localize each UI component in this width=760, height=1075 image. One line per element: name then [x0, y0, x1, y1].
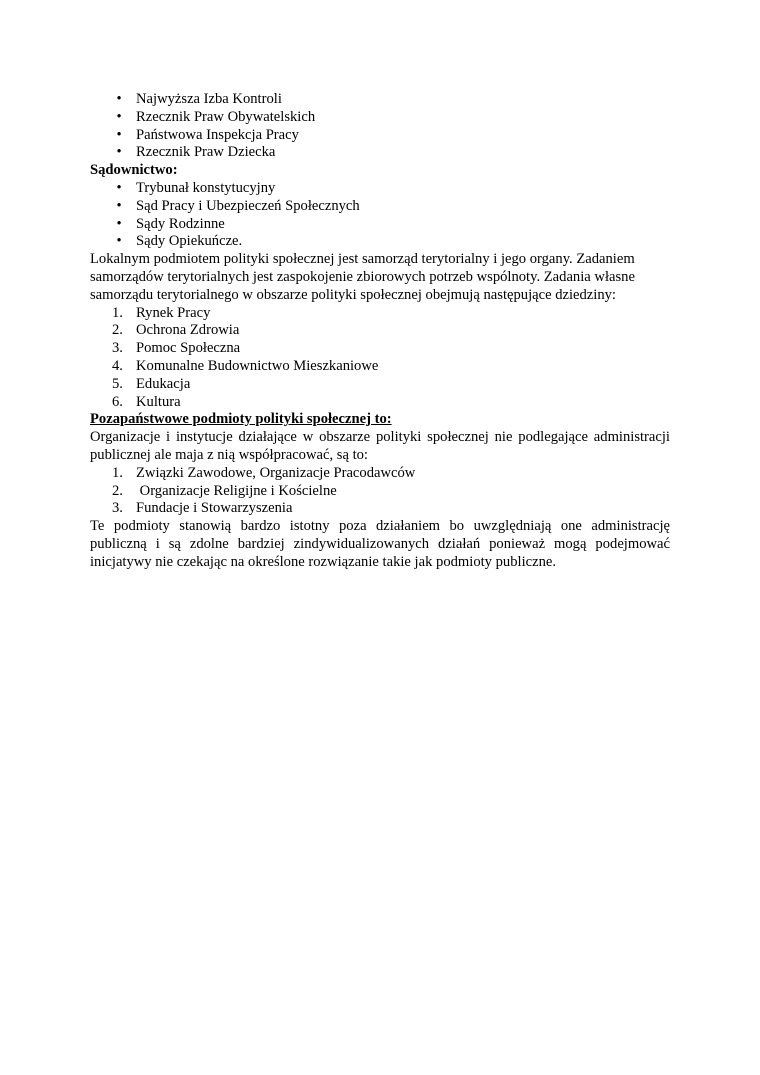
nonstate-paragraph: Organizacje i instytucje działające w obszarze polityki społecznej nie podlegające administracji publicznej ale maja z nią współpracować, są to:	[90, 429, 670, 463]
list-item: 3. Fundacje i Stowarzyszenia	[112, 500, 293, 517]
list-item: 1. Rynek Pracy	[112, 304, 211, 321]
list-number: 2.	[112, 482, 123, 499]
list-item: 4. Komunalne Budownictwo Mieszkaniowe	[112, 357, 379, 374]
list-item: 6. Kultura	[112, 393, 181, 410]
list-item: 2. Organizacje Religijne i Kościelne	[112, 482, 337, 499]
list-number: 6.	[112, 393, 123, 410]
bullet-icon: •	[116, 233, 122, 250]
local-tasks-list	[90, 305, 670, 412]
list-item: 5. Edukacja	[112, 375, 191, 392]
list-number: 4.	[112, 357, 123, 374]
list-item: 1. Związki Zawodowe, Organizacje Pracodawców	[112, 464, 416, 481]
bullet-icon: •	[116, 215, 122, 232]
bullet-icon: •	[116, 144, 122, 161]
local-government-paragraph: Lokalnym podmiotem polityki społecznej jest samorząd terytorialny i jego organy. Zadaniem samorządów terytorialnych jest zaspokojenie zbiorowych potrzeb wspólnoty. Zadania własne samorządu terytorialnego w obszarze polityki społecznej obejmują następujące dziedziny:	[90, 251, 635, 303]
list-item: • Rzecznik Praw Dziecka	[90, 144, 670, 162]
list-number: 3.	[112, 340, 123, 357]
list-item: 3. Pomoc Społeczna	[112, 340, 241, 357]
bullet-icon: •	[116, 179, 122, 196]
list-item: • Państwowa Inspekcja Pracy	[90, 127, 670, 145]
closing-paragraph: Te podmioty stanowią bardzo istotny poza działaniem bo uwzględniają one administrację publiczną i są zdolne bardziej zindywidualizowanych działań ponieważ mogą podejmować inicjatywy nie czekając na określone rozwiązanie takie jak podmioty publiczne.	[90, 518, 670, 570]
bullet-icon: •	[116, 91, 122, 107]
list-item: • Rzecznik Praw Obywatelskich	[90, 109, 670, 127]
list-number: 1.	[112, 304, 123, 321]
list-item: • Sąd Pracy i Ubezpieczeń Społecznych	[90, 198, 670, 216]
list-item: • Trybunał konstytucyjny	[90, 180, 670, 198]
bullet-icon: •	[116, 126, 122, 143]
bullet-icon: •	[116, 197, 122, 214]
judiciary-list	[90, 180, 670, 251]
list-item: • Najwyższa Izba Kontroli	[90, 91, 670, 109]
list-item: 2. Ochrona Zdrowia	[112, 322, 240, 339]
list-number: 2.	[112, 322, 123, 339]
list-item: • Sądy Opiekuńcze.	[90, 233, 670, 251]
document-page	[90, 91, 670, 572]
institutions-list	[90, 91, 670, 162]
nonstate-list	[90, 465, 670, 518]
judiciary-heading: Sądownictwo:	[90, 162, 178, 179]
list-number: 1.	[112, 464, 123, 481]
bullet-icon: •	[116, 108, 122, 125]
list-number: 3.	[112, 500, 123, 517]
nonstate-heading: Pozapaństwowe podmioty polityki społecznej to:	[90, 411, 392, 428]
list-item: • Sądy Rodzinne	[90, 216, 670, 234]
list-number: 5.	[112, 375, 123, 392]
